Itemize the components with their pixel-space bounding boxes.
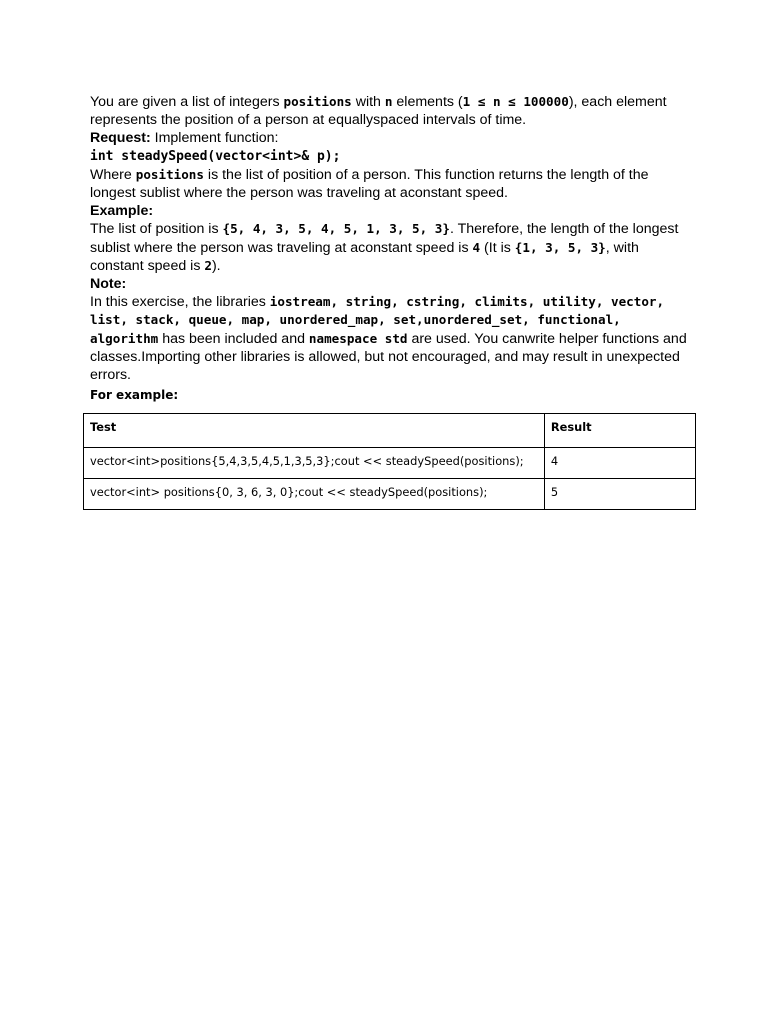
example-code-sublist: {1, 3, 5, 3} — [514, 239, 606, 255]
example-paragraph — [90, 220, 690, 275]
header-result: Result — [544, 414, 695, 448]
example-text-3: (It is — [480, 239, 515, 256]
test-cell: vector<int>positions{5,4,3,5,4,5,1,3,5,3};cout << steadySpeed(positions); — [84, 448, 545, 479]
example-text-5: ). — [211, 257, 221, 274]
table-header-row — [84, 414, 696, 448]
intro-code-n: n — [384, 94, 393, 109]
where-code-positions: positions — [135, 166, 204, 182]
example-label: Example: — [90, 203, 154, 220]
intro-text-4: ), each element represents the position of a person at equallyspaced intervals of time. — [90, 94, 667, 129]
intro-text-1: You are given a list of integers — [90, 94, 284, 110]
example-text-1: The list of position is — [90, 221, 223, 238]
result-cell: 5 — [544, 479, 695, 510]
intro-text-2: with — [351, 94, 385, 110]
note-code-namespace: namespace std — [308, 330, 408, 346]
request-text: Implement function: — [150, 130, 279, 147]
request-paragraph — [90, 129, 690, 147]
where-text-1: Where — [90, 166, 136, 183]
intro-paragraph — [90, 93, 690, 129]
test-cell: vector<int> positions{0, 3, 6, 3, 0};cout << steadySpeed(positions); — [84, 479, 545, 510]
example-text-4: , with constant speed is — [90, 239, 639, 274]
result-cell: 4 — [544, 448, 695, 479]
table-row — [84, 448, 696, 479]
note-text-3: are used. You canwrite helper functions and classes.Importing other libraries is allowed, but not encouraged, and may result in unexpected errors. — [90, 330, 687, 384]
where-paragraph — [90, 166, 690, 202]
example-text-2: . Therefore, the length of the longest sublist where the person was traveling at aconstant speed is — [90, 221, 679, 256]
function-signature: int steadySpeed(vector<int>& p); — [90, 148, 341, 164]
intro-code-positions: positions — [283, 94, 352, 109]
test-table — [83, 413, 696, 510]
for-example-label: For example: — [90, 388, 179, 403]
intro-text-3: elements ( — [392, 94, 463, 110]
example-code-length: 4 — [472, 239, 481, 255]
problem-statement — [90, 93, 690, 404]
note-text-2: has been included and — [158, 330, 309, 347]
request-label: Request: — [90, 130, 151, 147]
note-paragraph — [90, 293, 690, 384]
where-text-2: is the list of position of a person. This function returns the length of the longest sublist where the person was traveling at aconstant speed. — [90, 166, 649, 202]
example-code-speed: 2 — [204, 257, 212, 273]
table-row — [84, 479, 696, 510]
example-code-list: {5, 4, 3, 5, 4, 5, 1, 3, 5, 3} — [222, 221, 450, 237]
intro-code-constraint: 1 ≤ n ≤ 100000 — [462, 94, 569, 109]
note-code-libraries: iostream, string, cstring, climits, utility, vector, list, stack, queue, map, unordered_map, set,unordered_set, functional, algorithm — [90, 294, 665, 346]
note-label: Note: — [90, 276, 127, 293]
header-test: Test — [84, 414, 545, 448]
note-text-1: In this exercise, the libraries — [90, 294, 270, 311]
